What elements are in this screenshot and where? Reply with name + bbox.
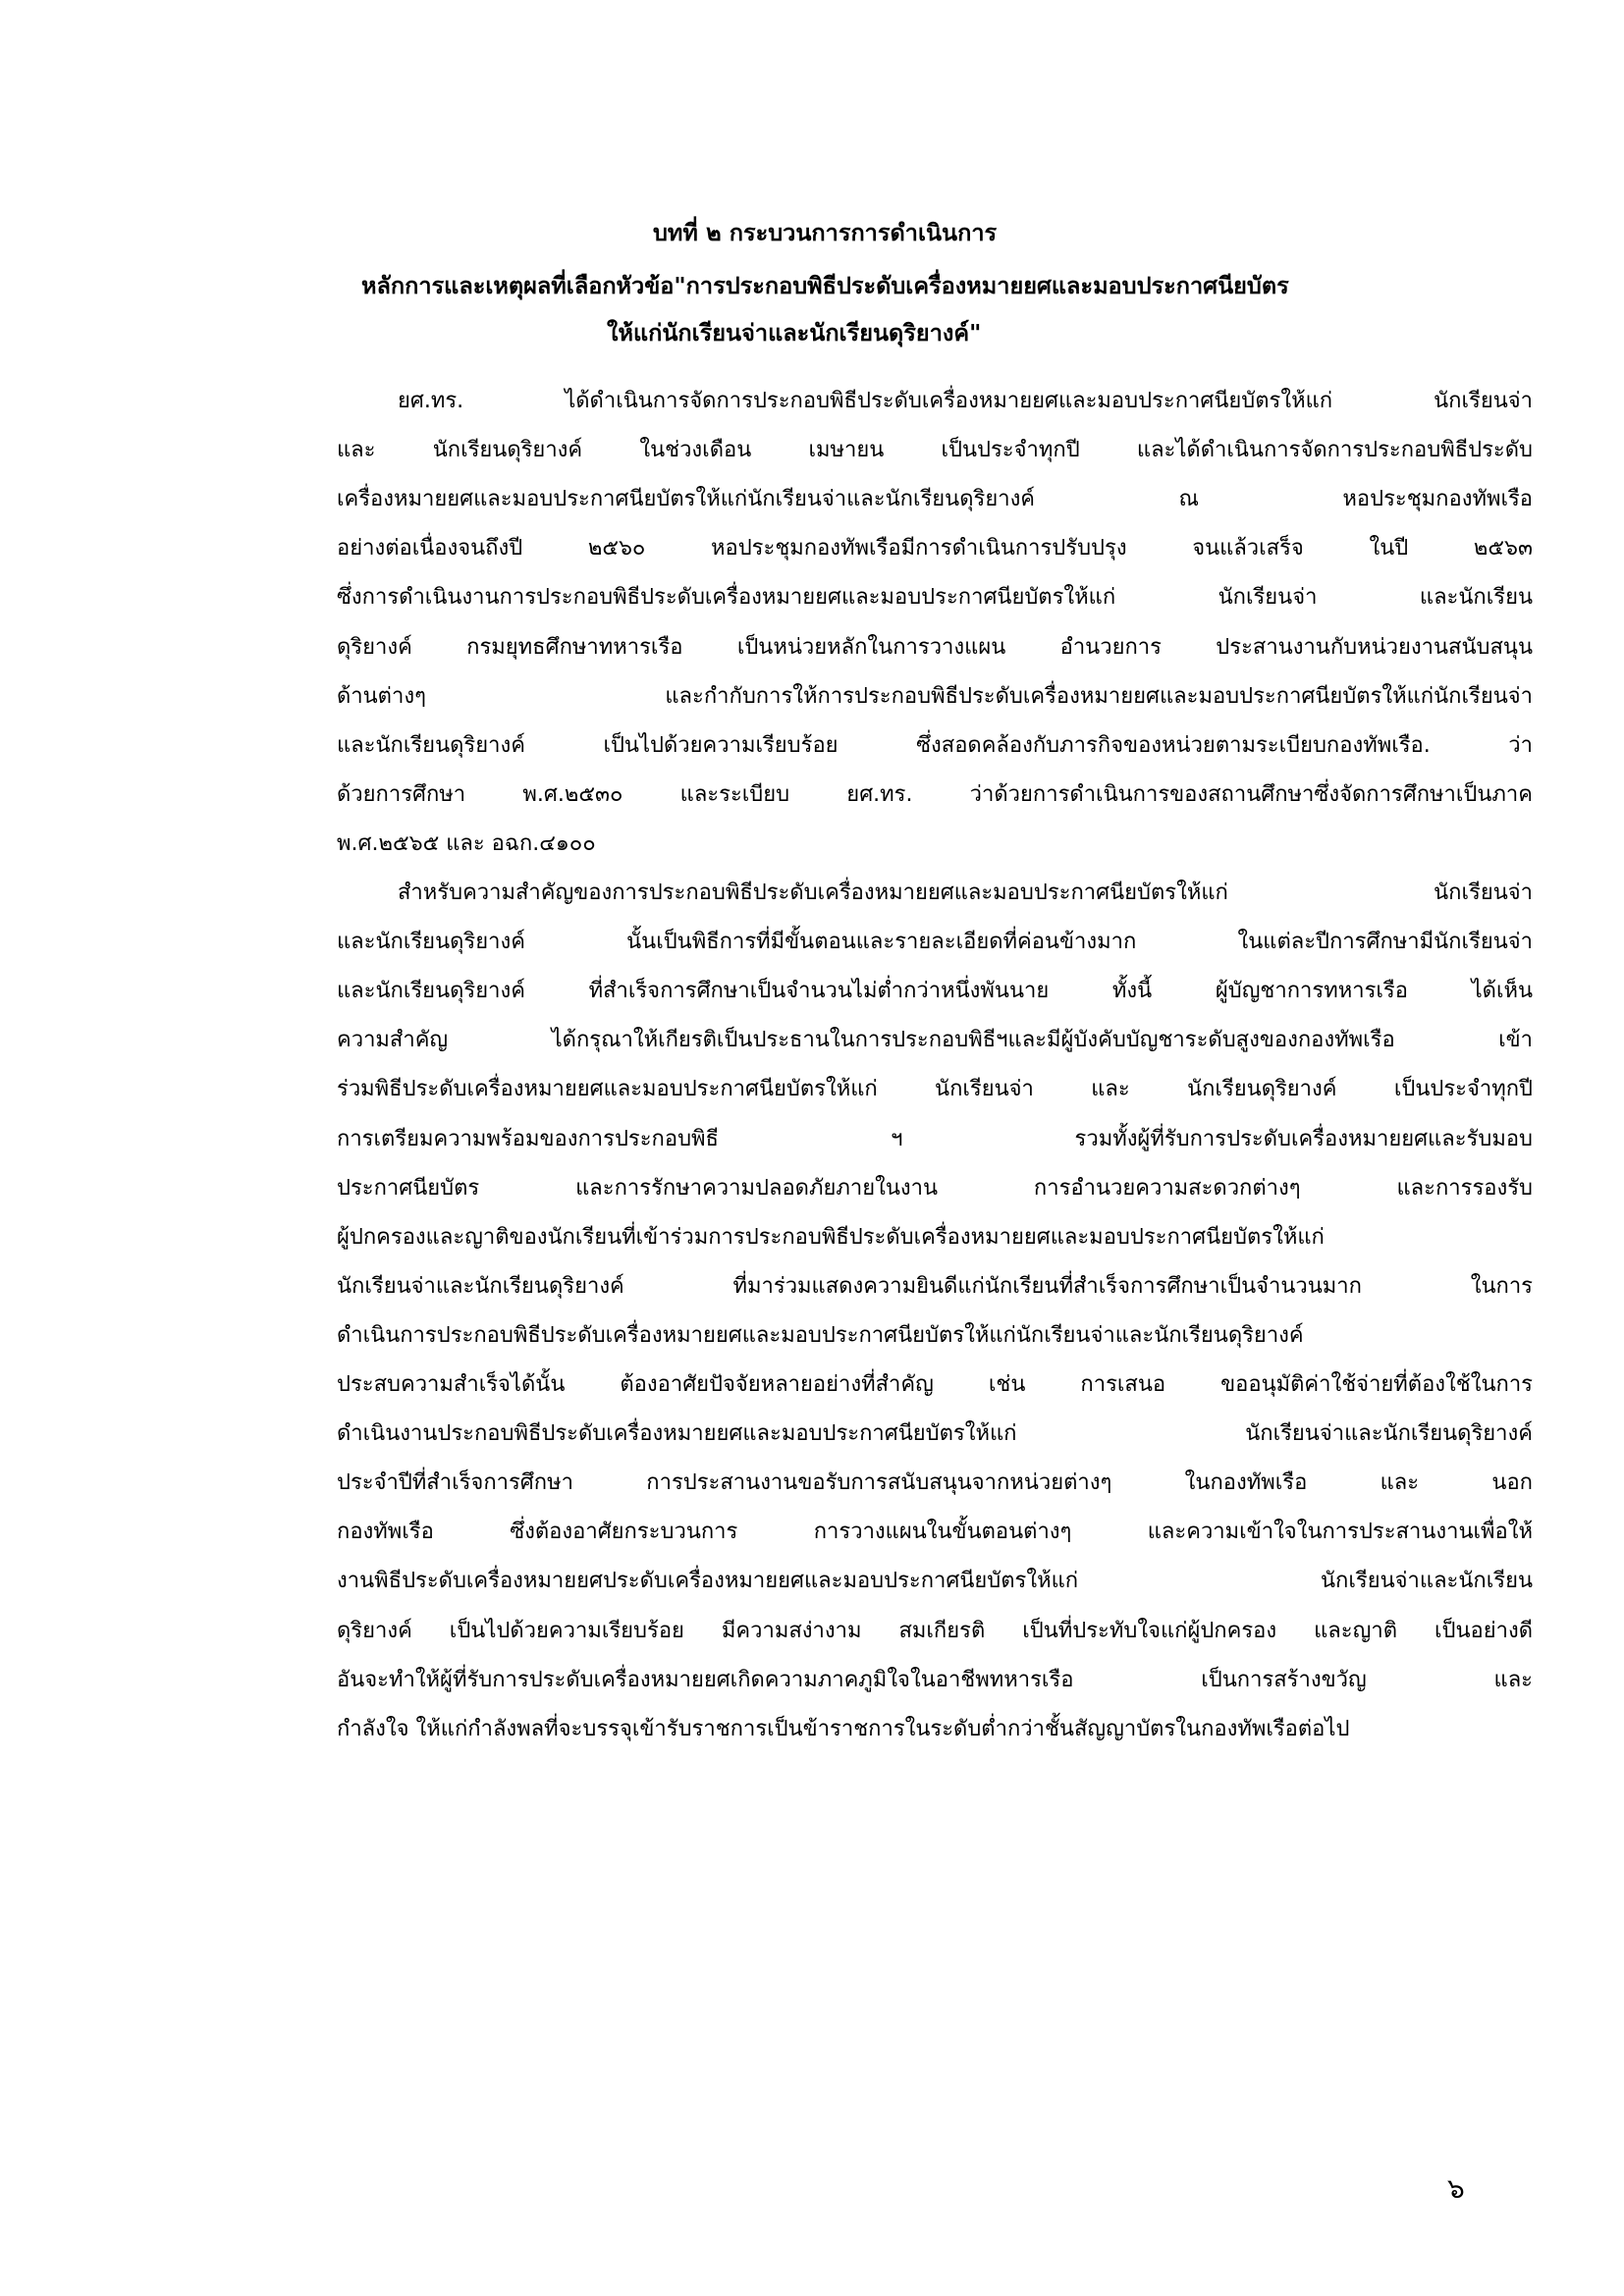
paragraph-line: การเตรียมความพร้อมของการประกอบพิธี ฯ รวมทั้งผู้ที่รับการประดับเครื่องหมายยศและรับมอบ	[337, 1127, 1533, 1151]
paragraph-line: และ นักเรียนดุริยางค์ ในช่วงเดือน เมษายน เป็นประจำทุกปี และได้ดำเนินการจัดการประกอบพิธีประดับ	[337, 438, 1533, 462]
paragraph-line: ผู้ปกครองและญาติของนักเรียนที่เข้าร่วมการประกอบพิธีประดับเครื่องหมายยศและมอบประกาศนียบัตรให้แก่	[337, 1225, 1325, 1250]
paragraph-line: ประสบความสำเร็จได้นั้น ต้องอาศัยปัจจัยหลายอย่างที่สำคัญ เช่น การเสนอ ขออนุมัติค่าใช้จ่ายที่ต้องใช้ในการ	[337, 1372, 1533, 1397]
paragraph-line: และนักเรียนดุริยางค์ เป็นไปด้วยความเรียบร้อย ซึ่งสอดคล้องกับภารกิจของหน่วยตามระเบียบกองทัพเรือ. ว่า	[337, 733, 1533, 758]
paragraph-line: พ.ศ.๒๕๖๕ และ อฉก.๔๑๐๐	[337, 831, 596, 856]
paragraph-line: ซึ่งการดำเนินงานการประกอบพิธีประดับเครื่องหมายยศและมอบประกาศนียบัตรให้แก่ นักเรียนจ่า และนักเรียน	[337, 585, 1533, 610]
paragraph-line: กองทัพเรือ ซึ่งต้องอาศัยกระบวนการ การวางแผนในขั้นตอนต่างๆ และความเข้าใจในการประสานงานเพื่อให้	[337, 1520, 1533, 1544]
paragraph-line: ร่วมพิธีประดับเครื่องหมายยศและมอบประกาศนียบัตรให้แก่ นักเรียนจ่า และ นักเรียนดุริยางค์ เป็นประจำทุกปี	[337, 1077, 1533, 1101]
paragraph-line: ความสำคัญ ได้กรุณาให้เกียรติเป็นประธานในการประกอบพิธีฯและมีผู้บังคับบัญชาระดับสูงของกองทัพเรือ เข้า	[337, 1028, 1533, 1052]
paragraph-line: ด้วยการศึกษา พ.ศ.๒๕๓๐ และระเบียบ ยศ.ทร. ว่าด้วยการดำเนินการของสถานศึกษาซึ่งจัดการศึกษาเป็นภาค	[337, 782, 1533, 807]
paragraph-line: งานพิธีประดับเครื่องหมายยศประดับเครื่องหมายยศและมอบประกาศนียบัตรให้แก่ นักเรียนจ่าและนักเรียน	[337, 1569, 1533, 1593]
paragraph-line: กำลังใจ ให้แก่กำลังพลที่จะบรรจุเข้ารับราชการเป็นข้าราชการในระดับต่ำกว่าชั้นสัญญาบัตรในกองทัพเรือต่อไป	[337, 1717, 1350, 1741]
paragraph-line: เครื่องหมายยศและมอบประกาศนียบัตรให้แก่นักเรียนจ่าและนักเรียนดุริยางค์ ณ หอประชุมกองทัพเรือ	[337, 487, 1533, 511]
paragraph-line: ดุริยางค์ กรมยุทธศึกษาทหารเรือ เป็นหน่วยหลักในการวางแผน อำนวยการ ประสานงานกับหน่วยงานสนับสนุน	[337, 635, 1533, 660]
paragraph-line: ประจำปีที่สำเร็จการศึกษา การประสานงานขอรับการสนับสนุนจากหน่วยต่างๆ ในกองทัพเรือ และ นอก	[337, 1470, 1533, 1495]
paragraph-line: อันจะทำให้ผู้ที่รับการประดับเครื่องหมายยศเกิดความภาคภูมิใจในอาชีพทหารเรือ เป็นการสร้างขวัญ และ	[337, 1668, 1533, 1692]
paragraph-line: ยศ.ทร. ได้ดำเนินการจัดการประกอบพิธีประดับเครื่องหมายยศและมอบประกาศนียบัตรให้แก่ นักเรียนจ่า	[398, 389, 1533, 413]
paragraph-line: นักเรียนจ่าและนักเรียนดุริยางค์ ที่มาร่วมแสดงความยินดีแก่นักเรียนที่สำเร็จการศึกษาเป็นจำนวนมาก ในการ	[337, 1274, 1533, 1299]
paragraph-line: ดุริยางค์ เป็นไปด้วยความเรียบร้อย มีความสง่างาม สมเกียรติ เป็นที่ประทับใจแก่ผู้ปกครอง และญาติ เป็นอย่างดี	[337, 1619, 1533, 1643]
paragraph-line: และนักเรียนดุริยางค์ ที่สำเร็จการศึกษาเป็นจำนวนไม่ต่ำกว่าหนึ่งพันนาย ทั้งนี้ ผู้บัญชาการทหารเรือ ได้เห็น	[337, 979, 1533, 1003]
paragraph-line: สำหรับความสำคัญของการประกอบพิธีประดับเครื่องหมายยศและมอบประกาศนียบัตรให้แก่ นักเรียนจ่า	[398, 881, 1533, 905]
topic-title-line-1: หลักการและเหตุผลที่เลือกหัวข้อ"การประกอบพิธีประดับเครื่องหมายยศและมอบประกาศนียบัตร	[361, 272, 1289, 299]
paragraph-line: ดำเนินการประกอบพิธีประดับเครื่องหมายยศและมอบประกาศนียบัตรให้แก่นักเรียนจ่าและนักเรียนดุริยางค์	[337, 1323, 1304, 1348]
topic-title-line-2: ให้แก่นักเรียนจ่าและนักเรียนดุริยางค์"	[607, 319, 982, 347]
paragraph-line: และนักเรียนดุริยางค์ นั้นเป็นพิธีการที่มีขั้นตอนและรายละเอียดที่ค่อนข้างมาก ในแต่ละปีการศึกษามีนักเรียนจ่า	[337, 930, 1533, 954]
paragraph-line: ดำเนินงานประกอบพิธีประดับเครื่องหมายยศและมอบประกาศนียบัตรให้แก่ นักเรียนจ่าและนักเรียนดุริยางค์	[337, 1421, 1533, 1446]
chapter-title: บทที่ ๒ กระบวนการการดำเนินการ	[653, 219, 998, 246]
paragraph-line: ด้านต่างๆ และกำกับการให้การประกอบพิธีประดับเครื่องหมายยศและมอบประกาศนียบัตรให้แก่นักเรียนจ่า	[337, 684, 1533, 709]
paragraph-line: อย่างต่อเนื่องจนถึงปี ๒๕๖๐ หอประชุมกองทัพเรือมีการดำเนินการปรับปรุง จนแล้วเสร็จ ในปี ๒๕๖๓	[337, 536, 1533, 561]
page-number: ๖	[1447, 2172, 1465, 2205]
paragraph-line: ประกาศนียบัตร และการรักษาความปลอดภัยภายในงาน การอำนวยความสะดวกต่างๆ และการรองรับ	[337, 1176, 1533, 1201]
